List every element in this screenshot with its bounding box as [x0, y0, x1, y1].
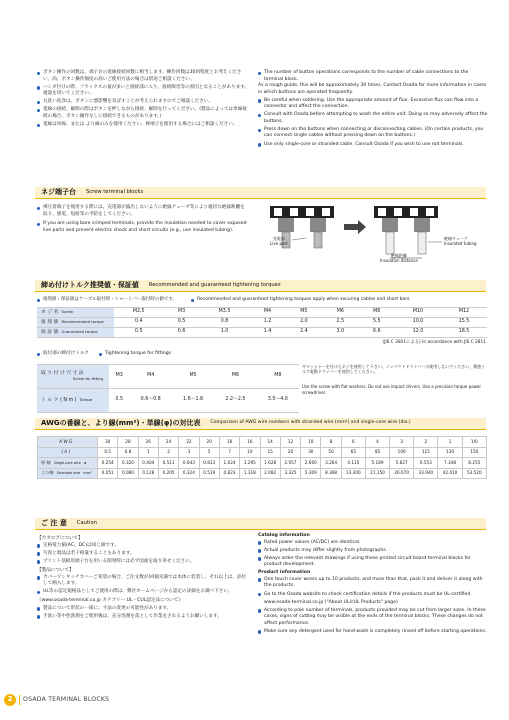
screw-en-bullet: If you are using bare crimped terminals, provide the insulation needed to cover exposed live parts and prevent electric shock and short circuits (e.g., use insulated tubing).	[37, 221, 249, 234]
jis-note: (JIS C 2811による) In accordance with JIS C 2811	[382, 340, 486, 345]
awg-label-unit: mm²	[83, 471, 92, 476]
torque-header-en: Recommended and guaranteed tightening torques	[148, 281, 281, 288]
awg-row	[38, 468, 487, 479]
awg-cell: 0.823	[219, 468, 239, 479]
awg-cell: 5.827	[390, 458, 414, 469]
fit-notes	[37, 351, 437, 359]
fit-head-row	[37, 365, 299, 389]
bullet-item: Go to the Osada website to check certification details if the products must be UL-certified.	[258, 592, 488, 599]
awg-label-en: Stranded wire	[56, 471, 81, 476]
torque-note-en: Recommended and guaranteed tightening torques apply when securing cables and short bars.	[191, 297, 411, 303]
bullet-item: 写真と現品は若干相違することもあります。	[37, 551, 249, 558]
awg-cell: 14	[260, 437, 280, 448]
awg-cell: 0.813	[199, 458, 219, 469]
bullet-item: ハンダ付けの際、フラックスの量が多いと接続部に入り、接続障害等の原因となることがあります。適量を用いてください。	[37, 85, 250, 98]
caution-section-header	[35, 518, 486, 530]
awg-cell: 3.325	[280, 468, 300, 479]
awg-cell: 1.628	[260, 458, 280, 469]
awg-cell: 2	[158, 447, 178, 458]
awg-cell: 5	[199, 447, 219, 458]
awg-cell: 3	[390, 437, 414, 448]
fit-head-cell	[37, 365, 109, 389]
bullet-item: Consult with Osada before attempting to wash the entire unit. Doing so may adversely affect the buttons.	[258, 112, 488, 125]
guar-value: 0.6	[163, 328, 199, 338]
bullet-item: 製品について形状の一部に、寸法の変更の可能性があります。	[37, 606, 249, 613]
guar-value: 2.4	[286, 328, 322, 338]
torque-notes	[37, 297, 487, 305]
fit-screw: M6	[214, 365, 256, 389]
caution-header-jp: ご 注 意	[41, 518, 67, 527]
awg-cell: 3.264	[321, 458, 341, 469]
awg-header-en: Comparison of AWG wire numbers with stranded wire (mm²) and single-core wire (dia.)	[210, 420, 411, 426]
distance-en: Insulation distance	[380, 257, 418, 263]
fit-side-jp: ギワッシャーを付けたネジを使用して下さい。インパクトドライバーは使用しないでください。精密トルク電動ドライバーを使用してください。	[302, 364, 486, 375]
torque-guar-row	[37, 328, 487, 338]
awg-label-en: Single-core wire	[53, 460, 81, 465]
fit-torque-jp: ト ル ク ( N m )	[41, 397, 77, 403]
bullet-item: 電線は単線、または より線のみを使用ください。棒端子を使用する場合にはご相談ください。	[37, 122, 250, 129]
awg-cell: 115	[414, 447, 438, 458]
awg-cell: 24	[158, 437, 178, 448]
awg-cell: 3	[179, 447, 199, 458]
awg-cell: 20	[280, 447, 300, 458]
awg-cell: 2	[414, 437, 438, 448]
awg-cell: 6	[341, 437, 365, 448]
fit-value: 2.2〜2.5	[214, 389, 256, 413]
bullet-item: 丸洗い洗浄は、ボタンに悪影響を及ぼすことが考えられますのでご相談ください。	[37, 99, 250, 106]
awg-row-label	[38, 468, 98, 479]
awg-cell: 0.051	[98, 468, 118, 479]
awg-cell: 5.309	[301, 468, 321, 479]
bullet-item: 電線の接続、解除の際はボタンを押しながら接続、解除を行ってください。(製品によっては単線接続の場合、ボタン操作なしに接続できるものがあります。)	[37, 107, 250, 120]
footer-divider	[19, 695, 20, 705]
awg-cell: 100	[390, 447, 414, 458]
awg-cell: 12	[280, 437, 300, 448]
awg-cell: 53.520	[462, 468, 486, 479]
awg-cell: 0.404	[138, 458, 158, 469]
live-part-jp: 充電部	[272, 236, 285, 241]
awg-cell: 0.324	[179, 468, 199, 479]
awg-cell: 28	[118, 437, 138, 448]
rec-value: 15.5	[441, 318, 487, 328]
awg-cell: 130	[438, 447, 462, 458]
prod-en-title: Product information	[258, 570, 311, 576]
caution-header-en: Caution	[76, 519, 97, 526]
fit-value: 0.5	[109, 389, 129, 413]
torque-table	[37, 307, 487, 338]
awg-cell: 5.189	[365, 458, 389, 469]
awg-row	[38, 437, 487, 448]
bullet-item: Press down on the buttons when connecting or disconnecting cables. (On certain products, you can connect single cables without pressing down on the buttons.)	[258, 127, 488, 140]
distance-label	[380, 254, 418, 264]
awg-label-jp: 単 線	[41, 459, 51, 465]
awg-row	[38, 458, 487, 469]
bullet-item: According to pole number of terminals, products provided may be cut from larger sizes. In these cases, signs of cutting may be visible at the ends of the terminal blocks. These changes do not affect performance.	[258, 608, 488, 628]
bullet-item: As a rough guide, this will be approximately 30 times. Contact Osada for more information in cases in which buttons are operated frequently.	[258, 83, 487, 95]
awg-cell: 1.318	[240, 468, 260, 479]
fit-head-jp: 取 り 付 け 穴 寸 法	[41, 370, 84, 376]
guar-value: 3.0	[322, 328, 358, 338]
awg-cell: 16	[240, 437, 260, 448]
awg-cell: 30	[301, 447, 321, 458]
awg-cell: 1.024	[219, 458, 239, 469]
awg-cell: 7	[219, 447, 239, 458]
awg-cell: 10	[240, 447, 260, 458]
bullet-item: The number of button operations corresponds to the number of cable connections to the terminal block.	[258, 70, 488, 83]
awg-cell: 0.8	[118, 447, 138, 458]
cat-en-title: Catalog information	[258, 533, 310, 538]
footer-title: OSADA TERMINAL BLOCKS	[23, 695, 110, 703]
screw-col: M10	[395, 308, 441, 318]
caution-jp-column	[37, 536, 249, 622]
rec-value: 0.5	[163, 318, 199, 328]
rec-en: Recommended torque	[61, 318, 104, 324]
awg-cell: 10	[301, 437, 321, 448]
page-number: 2	[4, 694, 16, 706]
url-en: www.osada-terminal.co.jp ("About UL/cUL Products" page)	[264, 599, 398, 605]
bullet-item: One touch cover wears up to 10 products, and more than that, pack it and deliver it along with the products.	[258, 577, 488, 590]
awg-cell: 0.5	[98, 447, 118, 458]
caution-en-column	[258, 533, 488, 637]
fit-value: 3.5〜4.0	[257, 389, 299, 413]
fit-torque-row	[37, 389, 299, 413]
bullet-item: 手洗い等中性洗剤をご使用後は、充分洗剤を落として作業をされるようお願いします。	[37, 614, 249, 621]
awg-cell: 4	[365, 437, 389, 448]
awg-cell: 21.150	[365, 468, 389, 479]
awg-cell: 0.320	[118, 458, 138, 469]
screw-text	[37, 205, 249, 236]
awg-cell: 50	[321, 447, 341, 458]
fit-value: 0.6〜0.8	[129, 389, 171, 413]
awg-cell: 0.643	[179, 458, 199, 469]
rec-value: 10.0	[395, 318, 441, 328]
fit-screw: M4	[129, 365, 171, 389]
awg-cell: 150	[462, 447, 486, 458]
live-part-label	[270, 237, 288, 247]
awg-table	[37, 436, 487, 479]
screw-col: M8	[359, 308, 395, 318]
footer	[4, 693, 109, 707]
awg-cell: 0.254	[98, 458, 118, 469]
screw-head-jp: ネ ジ 名	[41, 309, 59, 315]
awg-cell: 33.940	[414, 468, 438, 479]
screw-jp-bullet: 裸圧着端子を使用する際には、充電部が露出しないように絶縁チューブ等により適切な絶縁距離を取り、感電、短絡等の予防をしてください。	[37, 205, 249, 218]
guar-value: 12.0	[395, 328, 441, 338]
screw-section-header	[35, 187, 486, 199]
fit-side-en: Use the screw with flat washers. Do not use impact drivers. Use a precision torque power screwdriver.	[302, 384, 482, 395]
awg-cell: 7.348	[438, 458, 462, 469]
fit-screw: M8	[257, 365, 299, 389]
rec-value: 5.5	[359, 318, 395, 328]
awg-cell: 13.300	[341, 468, 365, 479]
screw-diagram	[262, 202, 482, 267]
awg-cell: 2.082	[260, 468, 280, 479]
awg-cell: 6.553	[414, 458, 438, 469]
torque-rec-row	[37, 318, 487, 328]
top-en-column	[258, 70, 488, 150]
awg-cell: 0.511	[158, 458, 178, 469]
awg-cell: 18	[219, 437, 239, 448]
awg-cell: 2.600	[301, 458, 321, 469]
awg-row-label	[38, 437, 98, 448]
awg-cell: 8	[321, 437, 341, 448]
bullet-item: 定格電力値(AC、DC)は同じ値です。	[37, 543, 249, 550]
torque-head-row	[37, 308, 487, 318]
torque-header-jp: 締め付けトルク推奨値・保証値	[41, 280, 139, 289]
awg-row	[38, 447, 487, 458]
rec-label	[37, 318, 114, 328]
tube-en: Insulated tubing	[444, 240, 477, 246]
awg-cell: 26.670	[390, 468, 414, 479]
awg-cell: 22	[179, 437, 199, 448]
rec-value: 1.2	[249, 318, 285, 328]
torque-note-jp: 推奨値・保証値はケーブル取付時・ショートバー取付時の値です。	[37, 297, 177, 303]
awg-label-jp: ( A )	[61, 449, 71, 455]
awg-cell: 1	[438, 437, 462, 448]
tube-label	[444, 237, 477, 247]
awg-header-jp: AWGの番線と、より線(mm²)・単線(φ)の対比表	[41, 418, 201, 427]
top-jp-column	[37, 70, 250, 130]
rec-jp: 推 奨 値	[41, 319, 59, 325]
awg-cell: 1.295	[240, 458, 260, 469]
awg-label-jp: より線	[41, 470, 54, 476]
bullet-item: ボタン操作の回数は、端子台の電線接続回数に相当します。操作回数は30回程度とお考えください。尚、ボタン操作頻度の高いご使用方法の場合は別途ご相談ください。	[37, 70, 250, 83]
rec-value: 0.4	[114, 318, 163, 328]
distance-jp: 絶縁距離	[390, 253, 407, 258]
guar-value: 6.6	[359, 328, 395, 338]
tube-jp: 絶縁チューブ	[444, 236, 468, 241]
prod-jp-title: 【製品について】	[37, 568, 74, 574]
guar-en: Guaranteed torque	[61, 328, 98, 334]
awg-cell: 85	[365, 447, 389, 458]
fit-screw: M5	[172, 365, 214, 389]
bullet-item: Rated power values (AC/DC) are identical.	[258, 540, 488, 547]
screw-head-cell	[37, 308, 114, 318]
awg-label-jp: A W G	[59, 438, 73, 444]
bullet-item: プリント基板用端子台を用いる開発時には必ず図面を取り寄せください。	[37, 559, 249, 566]
awg-label-unit: φ	[83, 460, 87, 465]
awg-cell: 1	[138, 447, 158, 458]
screw-head-en: Screw	[61, 308, 73, 314]
screw-header-jp: ネジ端子台	[41, 187, 76, 196]
screw-col: M3	[163, 308, 199, 318]
fit-screw: M3	[109, 365, 129, 389]
fit-head-en: Screw for fitting	[72, 376, 103, 382]
screw-col: M2.5	[114, 308, 163, 318]
awg-cell: 65	[341, 447, 365, 458]
guar-value: 0.5	[114, 328, 163, 338]
awg-cell: 1/0	[462, 437, 486, 448]
bullet-item: Actual products may differ slightly from photographs.	[258, 548, 488, 555]
awg-cell: 2.057	[280, 458, 300, 469]
screw-col: M12	[441, 308, 487, 318]
bullet-item: カバーワンタッチカバーご希望の場合、ご注文数が10個未満では本体に装着し、それ以上は、添付して納入します。	[37, 575, 249, 588]
awg-cell: 8.255	[462, 458, 486, 469]
bullet-item: UL等の認定規格品としてご使用の際は、弊社ホームページから認定の詳細をお調べ下さい。	[37, 589, 249, 596]
bullet-item: Make sure any detergent used for hand-wash is completely rinsed off before starting operations.	[258, 629, 488, 636]
terminal-diagram-svg	[262, 202, 482, 267]
awg-section-header	[35, 418, 486, 430]
rec-value: 0.8	[200, 318, 249, 328]
rec-value: 2.0	[286, 318, 322, 328]
awg-cell: 4.115	[341, 458, 365, 469]
fit-table	[37, 364, 299, 413]
awg-cell: 30	[98, 437, 118, 448]
screw-col: M3.5	[200, 308, 249, 318]
guar-label	[37, 328, 114, 338]
fit-value: 1.6〜1.8	[172, 389, 214, 413]
screw-col: M6	[322, 308, 358, 318]
awg-cell: 15	[260, 447, 280, 458]
bullet-item: Use only single-core or stranded cable. Consult Osada if you wish to use rod terminals.	[258, 142, 488, 149]
guar-value: 1.0	[200, 328, 249, 338]
screw-col: M5	[286, 308, 322, 318]
awg-cell: 0.128	[138, 468, 158, 479]
screw-header-en: Screw terminal blocks	[86, 188, 144, 195]
url-jp: 《www.osada-terminal.co.jp カテゴリー:UL・CUL認定品について》	[37, 597, 183, 603]
guar-value: 1.4	[249, 328, 285, 338]
rec-value: 2.5	[322, 318, 358, 328]
live-part-en: Live part	[270, 240, 288, 246]
awg-cell: 42.410	[438, 468, 462, 479]
fit-note-en: Tightening torque for fittings	[99, 351, 171, 358]
awg-row-label	[38, 458, 98, 469]
awg-cell: 0.205	[158, 468, 178, 479]
awg-cell: 26	[138, 437, 158, 448]
guar-jp: 保 証 値	[41, 329, 59, 335]
fit-torque-label	[37, 389, 109, 413]
fit-side-notes	[302, 364, 487, 395]
awg-row-label	[38, 447, 98, 458]
screw-col: M4	[249, 308, 285, 318]
bullet-item: Always order the relevant drawings if using these printed circuit board terminal blocks for product development.	[258, 556, 488, 569]
fit-note-jp: 取付部の締付けトルク	[37, 351, 89, 358]
awg-cell: 0.080	[118, 468, 138, 479]
fit-torque-en: Torque	[79, 396, 93, 402]
torque-section-header	[35, 280, 486, 292]
awg-cell: 20	[199, 437, 219, 448]
bullet-item: Be careful when soldering. Use the appropriate amount of flux. Excessive flux can flow into a connector and affect the connection.	[258, 98, 488, 111]
awg-cell: 8.368	[321, 468, 341, 479]
cat-jp-title: 【カタログについて】	[37, 536, 83, 541]
awg-cell: 0.519	[199, 468, 219, 479]
guar-value: 18.5	[441, 328, 487, 338]
